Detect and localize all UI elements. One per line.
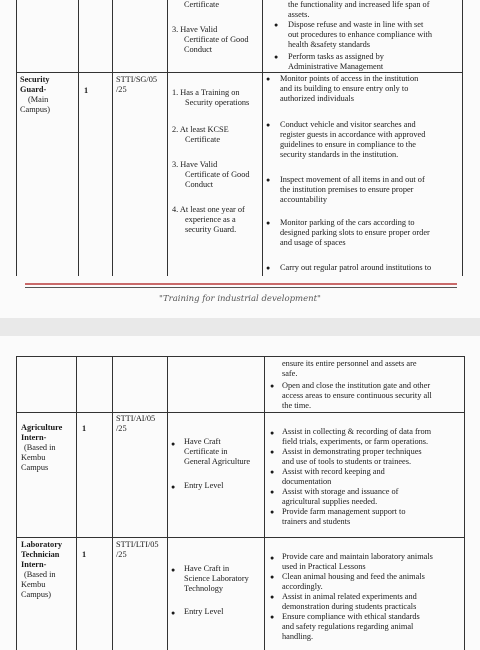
- position-title: Intern-: [21, 560, 47, 569]
- position-title: Intern-: [21, 433, 47, 442]
- duty-line: Inspect movement of all items in and out of: [280, 175, 425, 184]
- position-location: (Based in: [24, 443, 56, 452]
- table-border-left: [16, 356, 17, 650]
- duty-fragment: the functionality and increased life span of: [288, 0, 430, 9]
- duty-line: Monitor points of access in the institution: [280, 74, 419, 83]
- duty-fragment: assets.: [288, 10, 310, 19]
- qual-item: Conduct: [185, 180, 214, 189]
- table-divider: [167, 0, 168, 276]
- position-location: (Based in: [24, 570, 56, 579]
- duty-line: Assist in collecting & recording of data from: [282, 427, 432, 436]
- duty-line: Conduct vehicle and visitor searches and: [280, 120, 416, 129]
- reference-number: /25: [116, 424, 127, 433]
- duty-line: Clean animal housing and feed the animals: [282, 572, 425, 581]
- bullet-icon: ●: [266, 176, 271, 184]
- bullet-icon: ●: [270, 382, 275, 390]
- table-border-right: [462, 0, 463, 276]
- row-divider: [16, 412, 465, 413]
- bullet-icon: ●: [274, 21, 279, 29]
- reference-number: /25: [116, 85, 127, 94]
- bullet-icon: ●: [270, 573, 275, 581]
- duty-line: Dispose refuse and waste in line with set: [288, 20, 424, 29]
- position-title: Agriculture: [21, 423, 63, 432]
- qual-item: Have Craft: [184, 437, 221, 446]
- bullet-icon: ●: [270, 593, 275, 601]
- position-location: Campus): [21, 590, 51, 599]
- duty-line: agricultural supplies needed.: [282, 497, 378, 506]
- bullet-icon: ●: [171, 440, 176, 448]
- bullet-icon: ●: [270, 508, 275, 516]
- qual-item: Certificate of Good: [184, 35, 249, 44]
- duty-line: Perform tasks as assigned by: [288, 52, 384, 61]
- table-divider: [167, 356, 168, 650]
- duty-line: designed parking slots to ensure proper order: [280, 228, 430, 237]
- qual-item: Have Craft in: [184, 564, 230, 573]
- position-title: Laboratory: [21, 540, 63, 549]
- qual-item: experience as a: [185, 215, 236, 224]
- qual-item: Science Laboratory: [184, 574, 249, 583]
- bullet-icon: ●: [266, 75, 271, 83]
- document-page-1: [0, 0, 480, 318]
- table-divider: [112, 356, 113, 650]
- duty-line: Provide farm management support to: [282, 507, 406, 516]
- duty-line: Assist with storage and issuance of: [282, 487, 399, 496]
- qual-item: Entry Level: [184, 481, 224, 490]
- bullet-icon: ●: [266, 121, 271, 129]
- duty-line: accordingly.: [282, 582, 323, 591]
- qual-item: Security operations: [185, 98, 250, 107]
- qual-item: 2. At least KCSE: [172, 125, 229, 134]
- table-divider: [78, 0, 79, 276]
- position-location: Kembu: [21, 453, 46, 462]
- qual-item: Certificate of Good: [185, 170, 250, 179]
- duty-line: guidelines to ensure in compliance to the: [280, 140, 416, 149]
- position-title: Technician: [21, 550, 60, 559]
- position-location: Campus): [20, 105, 50, 114]
- bullet-icon: ●: [270, 429, 275, 437]
- bullet-icon: ●: [274, 53, 279, 61]
- duty-line: trainers and students: [282, 517, 351, 526]
- qual-fragment: Certificate: [184, 0, 220, 9]
- duty-line: out procedures to enhance compliance with: [288, 30, 432, 39]
- bullet-icon: ●: [270, 468, 275, 476]
- duty-line: Administrative Management: [288, 62, 384, 71]
- duty-line: and use of tools to students or trainees.: [282, 457, 412, 466]
- table-divider: [112, 0, 113, 276]
- bullet-icon: ●: [270, 448, 275, 456]
- duty-line: ensure its entire personnel and assets are: [282, 359, 417, 368]
- duty-line: Ensure compliance with ethical standards: [282, 612, 420, 621]
- bullet-icon: ●: [171, 483, 176, 491]
- position-location: Kembu: [21, 580, 46, 589]
- duty-line: safe.: [282, 369, 298, 378]
- bullet-icon: ●: [270, 613, 275, 621]
- qual-item: General Agriculture: [184, 457, 251, 466]
- qual-item: security Guard.: [185, 225, 237, 234]
- duty-line: Carry out regular patrol around institutions to: [280, 263, 432, 272]
- duty-line: Provide care and maintain laboratory animals: [282, 552, 433, 561]
- bullet-icon: ●: [171, 566, 176, 574]
- duty-line: and safety regulations regarding animal: [282, 622, 414, 631]
- table-divider: [262, 0, 263, 276]
- qual-item: 3. Have Valid: [172, 160, 218, 169]
- duty-line: security standards in the institution.: [280, 150, 399, 159]
- row-divider: [16, 72, 463, 73]
- table-border-left: [16, 0, 17, 276]
- duty-line: Assist in demonstrating proper techniques: [282, 447, 422, 456]
- reference-number: STTI/AI/05: [116, 414, 156, 423]
- row-divider: [16, 537, 465, 538]
- duty-line: access areas to ensure continuous security all: [282, 391, 432, 400]
- position-count: 1: [82, 550, 87, 559]
- reference-number: STTI/SG/05: [116, 75, 158, 84]
- bullet-icon: ●: [171, 609, 176, 617]
- table-divider: [76, 356, 77, 650]
- duty-line: and its building to ensure entry only to: [280, 84, 409, 93]
- duty-line: accountability: [280, 195, 327, 204]
- bullet-icon: ●: [270, 554, 275, 562]
- qual-item: Certificate: [185, 135, 221, 144]
- duty-line: field trials, experiments, or farm operations.: [282, 437, 429, 446]
- bullet-icon: ●: [266, 264, 271, 272]
- position-title: Guard-: [20, 85, 47, 94]
- qual-item: Technology: [184, 584, 224, 593]
- table-border-top: [16, 356, 465, 357]
- position-location: Campus: [21, 463, 49, 472]
- reference-number: STTI/LTI/05: [116, 540, 159, 549]
- table-border-right: [464, 356, 465, 650]
- qual-item: 1. Has a Training on: [172, 88, 240, 97]
- position-location: (Main: [28, 95, 49, 104]
- duty-line: the time.: [282, 401, 312, 410]
- duty-line: used in Practical Lessons: [282, 562, 366, 571]
- duty-line: demonstration during students practicals: [282, 602, 417, 611]
- qual-item: Entry Level: [184, 607, 224, 616]
- duty-line: authorized individuals: [280, 94, 354, 103]
- bullet-icon: ●: [270, 488, 275, 496]
- qual-item: Certificate in: [184, 447, 228, 456]
- table-divider: [264, 356, 265, 650]
- duty-line: Assist in animal related experiments and: [282, 592, 417, 601]
- duty-line: Open and close the institution gate and other: [282, 381, 431, 390]
- duty-line: handling.: [282, 632, 314, 641]
- duty-line: register guests in accordance with approved: [280, 130, 426, 139]
- duty-line: documentation: [282, 477, 332, 486]
- duty-line: health &safety standards: [288, 40, 371, 49]
- position-count: 1: [82, 424, 87, 433]
- bullet-icon: ●: [266, 219, 271, 227]
- reference-number: /25: [116, 550, 127, 559]
- footer-rule: [25, 283, 457, 285]
- footer-tagline: "Training for industrial development": [159, 294, 321, 304]
- duty-line: Assist with record keeping and: [282, 467, 385, 476]
- qual-item: Conduct: [184, 45, 213, 54]
- duty-line: the institution premises to ensure proper: [280, 185, 414, 194]
- document-page-2: [0, 336, 480, 650]
- qual-item: 4. At least one year of: [172, 205, 245, 214]
- position-count: 1: [84, 86, 89, 95]
- position-title: Security: [20, 75, 50, 84]
- footer-rule: [25, 287, 457, 288]
- qual-item: 3. Have Valid: [172, 25, 218, 34]
- duty-line: Monitor parking of the cars according to: [280, 218, 415, 227]
- duty-line: and usage of spaces: [280, 238, 346, 247]
